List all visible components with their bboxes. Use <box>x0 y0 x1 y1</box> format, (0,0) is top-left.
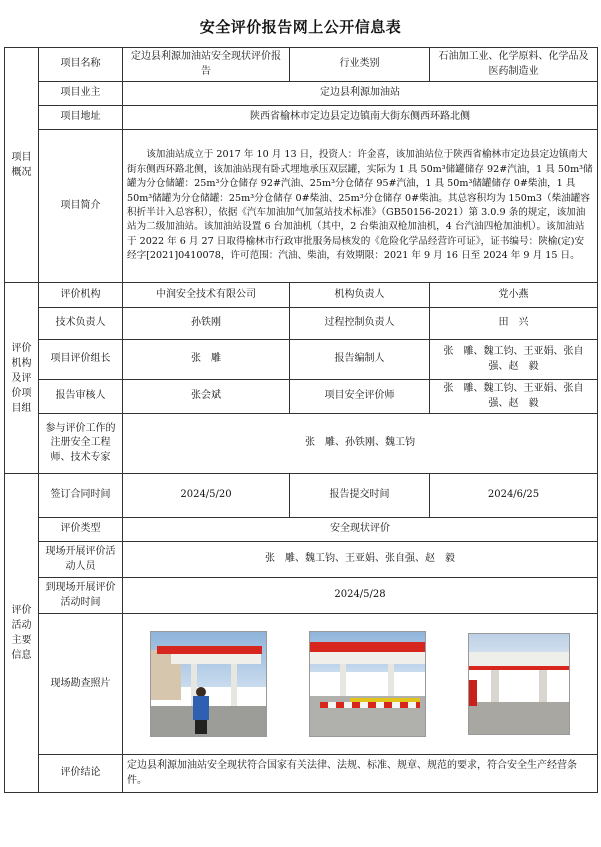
onsite-time-label: 到现场开展评价活动时间 <box>39 578 123 614</box>
section-activity: 评价活动主要信息 <box>5 474 39 793</box>
industry-label: 行业类别 <box>290 48 430 82</box>
report-author-value: 张 雕、魏工钧、王亚娟、张自强、赵 毅 <box>430 340 598 380</box>
evaluators-value: 张 雕、魏工钧、王亚娟、张自强、赵 毅 <box>430 380 598 414</box>
site-photo-2 <box>309 631 426 737</box>
conclusion-value: 定边县利源加油站安全现状符合国家有关法律、法规、标准、规章、规范的要求，符合安全生产经营条件。 <box>123 755 598 793</box>
agency-label: 评价机构 <box>39 283 123 308</box>
contract-label: 签订合同时间 <box>39 474 123 518</box>
project-name-label: 项目名称 <box>39 48 123 82</box>
site-photo-3 <box>468 633 570 735</box>
conclusion-label: 评价结论 <box>39 755 123 793</box>
team-leader-label: 项目评价组长 <box>39 340 123 380</box>
experts-value: 张 雕、孙铁刚、魏工钧 <box>123 414 598 474</box>
experts-label: 参与评价工作的注册安全工程师、技术专家 <box>39 414 123 474</box>
site-photo-1 <box>150 631 267 737</box>
address-value: 陕西省榆林市定边县定边镇南大街东侧西环路北侧 <box>123 106 598 130</box>
photos-label: 现场勘查照片 <box>39 614 123 755</box>
agency-head-label: 机构负责人 <box>290 283 430 308</box>
owner-value: 定边县利源加油站 <box>123 82 598 106</box>
report-author-label: 报告编制人 <box>290 340 430 380</box>
agency-head-value: 党小燕 <box>430 283 598 308</box>
project-name-value: 定边县利源加油站安全现状评价报告 <box>123 48 290 82</box>
staff-value: 张 雕、魏工钧、王亚娟、张自强、赵 毅 <box>123 542 598 578</box>
section-agency-team: 评价机构及评价项目组 <box>5 283 39 474</box>
tech-head-label: 技术负责人 <box>39 308 123 340</box>
address-label: 项目地址 <box>39 106 123 130</box>
info-table <box>4 47 598 793</box>
evaluators-label: 项目安全评价师 <box>290 380 430 414</box>
page-title: 安全评价报告网上公开信息表 <box>199 18 402 36</box>
team-leader-value: 张 雕 <box>123 340 290 380</box>
intro-value: 该加油站成立于 2017 年 10 月 13 日，投资人：许金喜，该加油站位于陕西省榆林市定边县定边镇南大街东侧西环路北侧，该加油站现有卧式埋地承压双层罐，实际为 1 具 50m³储罐储存 92#汽油，1 具 50m³储罐为分仓储罐：25m³分仓储存 92#汽油、25m³分仓储存 95#汽油，1 具 50m³储罐储存 0#柴油，1 具 50m³储罐为分仓储罐：25m³分仓储存 0#柴油、25m³分仓储存 0#柴油。其总容积均为 150m3（柴油罐容积折半计入总容积），依据《汽车加油加气加氢站技术标准》（GB50156-2021）第 3.0.9 条的规定，该加油站为二级加油站。该加油站设置 6 台加油机（其中，2 台柴油双枪加油机，4 台汽油四枪加油机）。该加油站于 2022 年 6 月 27 日取得榆林市行政审批服务局核发的《危险化学品经营许可证》，证书编号：陕榆(定)安经字[2021]0410078，许可范围：汽油、柴油，有效期限：2021 年 9 月 16 日至 2024 年 9 月 15 日。 <box>123 130 598 283</box>
submit-value: 2024/6/25 <box>430 474 598 518</box>
photos-cell <box>123 614 598 755</box>
type-label: 评价类型 <box>39 518 123 542</box>
onsite-time-value: 2024/5/28 <box>123 578 598 614</box>
owner-label: 项目业主 <box>39 82 123 106</box>
reviewer-label: 报告审核人 <box>39 380 123 414</box>
section-project-overview: 项目概况 <box>5 48 39 283</box>
industry-value: 石油加工业、化学原料、化学品及医药制造业 <box>430 48 598 82</box>
contract-value: 2024/5/20 <box>123 474 290 518</box>
intro-label: 项目简介 <box>39 130 123 283</box>
type-value: 安全现状评价 <box>123 518 598 542</box>
agency-value: 中润安全技术有限公司 <box>123 283 290 308</box>
process-head-value: 田 兴 <box>430 308 598 340</box>
process-head-label: 过程控制负责人 <box>290 308 430 340</box>
submit-label: 报告提交时间 <box>290 474 430 518</box>
reviewer-value: 张会斌 <box>123 380 290 414</box>
staff-label: 现场开展评价活动人员 <box>39 542 123 578</box>
tech-head-value: 孙铁刚 <box>123 308 290 340</box>
